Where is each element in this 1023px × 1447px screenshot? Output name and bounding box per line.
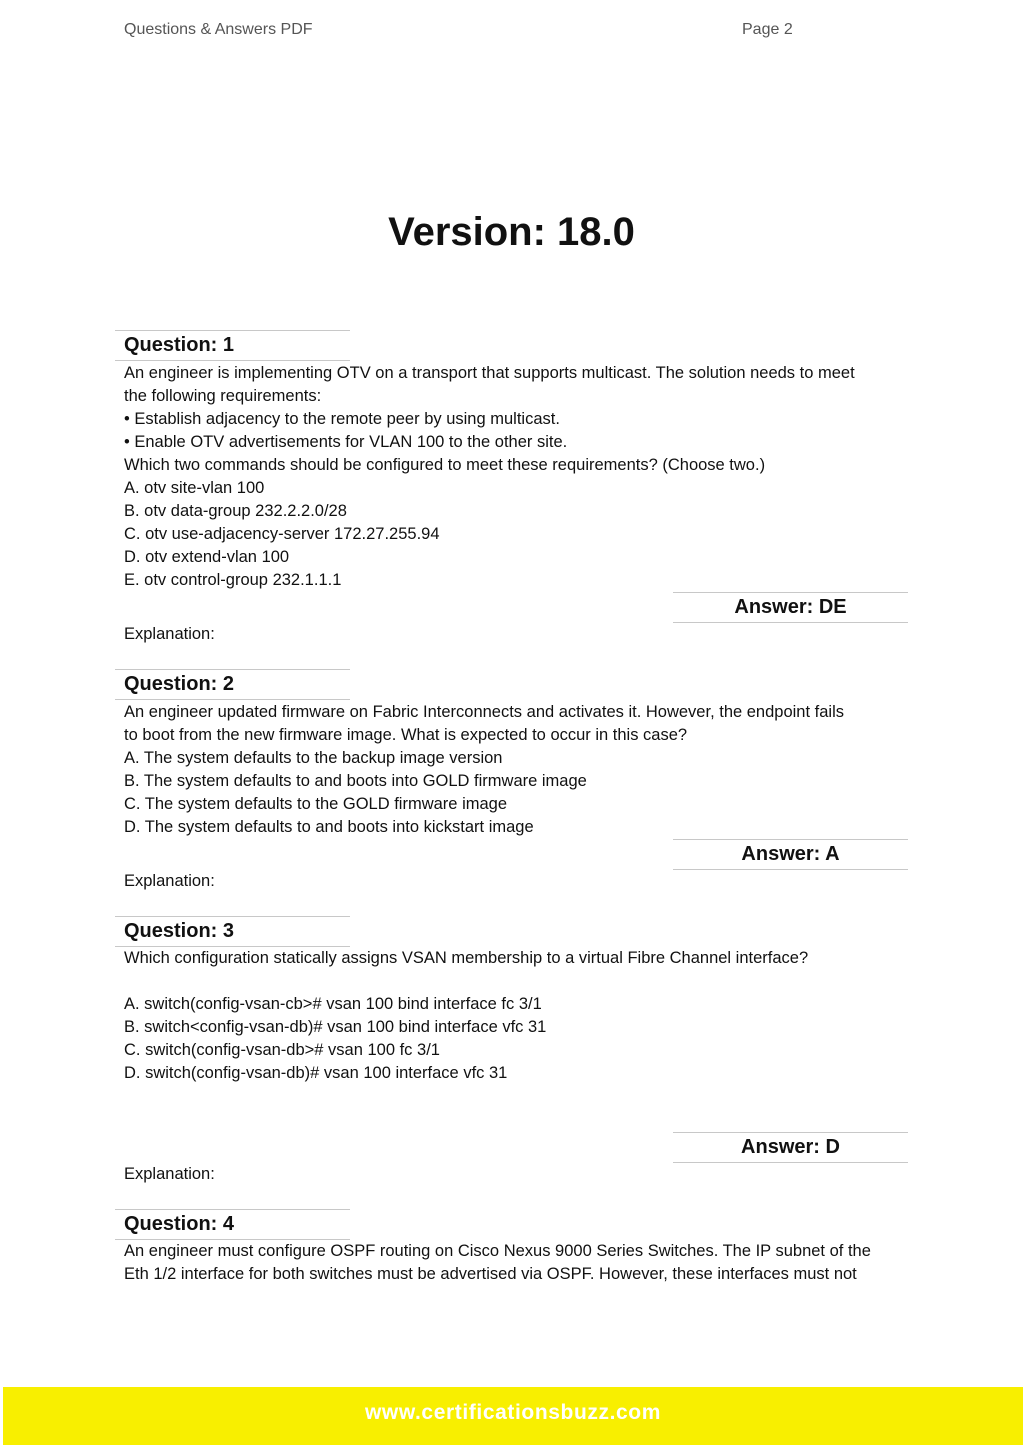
question-1-body <box>124 362 904 592</box>
question-3-title: Question: 3 <box>124 920 235 942</box>
question-3-option-c: C. switch(config-vsan-db># vsan 100 fc 3/1 <box>124 1041 440 1059</box>
question-3-option-a: A. switch(config-vsan-cb># vsan 100 bind interface fc 3/1 <box>124 995 542 1013</box>
question-2-option-c: C. The system defaults to the GOLD firmware image <box>124 795 508 813</box>
question-4-text: An engineer must configure OSPF routing on Cisco Nexus 9000 Series Switches. The IP subnet of the <box>124 1242 871 1260</box>
question-3-explanation: Explanation: <box>124 1165 215 1183</box>
question-2-text: to boot from the new firmware image. What is expected to occur in this case? <box>124 726 688 744</box>
question-3-body <box>124 947 904 1085</box>
version-title: Version: 18.0 <box>388 210 635 254</box>
question-4-heading <box>115 1209 350 1240</box>
question-1-prompt: Which two commands should be configured to meet these requirements? (Choose two.) <box>124 456 766 474</box>
blank-line <box>124 970 904 993</box>
question-1-text: the following requirements: <box>124 387 322 405</box>
question-3-option-b: B. switch<config-vsan-db)# vsan 100 bind interface vfc 31 <box>124 1018 547 1036</box>
question-3-answer: Answer: D <box>673 1132 908 1163</box>
footer-link[interactable]: www.certificationsbuzz.com <box>364 1401 662 1424</box>
question-2-answer: Answer: A <box>673 839 908 870</box>
question-1-text: An engineer is implementing OTV on a transport that supports multicast. The solution needs to meet <box>124 364 855 382</box>
question-1-option-d: D. otv extend-vlan 100 <box>124 548 290 566</box>
question-1-heading <box>115 330 350 361</box>
footer-banner <box>3 1387 1023 1445</box>
header-title: Questions & Answers PDF <box>124 21 313 38</box>
question-1-explanation: Explanation: <box>124 625 215 643</box>
question-1-option-e: E. otv control-group 232.1.1.1 <box>124 571 342 589</box>
question-1-option-c: C. otv use-adjacency-server 172.27.255.94 <box>124 525 440 543</box>
question-1-text: • Establish adjacency to the remote peer by using multicast. <box>124 410 560 428</box>
question-2-explanation: Explanation: <box>124 872 215 890</box>
question-2-option-b: B. The system defaults to and boots into GOLD firmware image <box>124 772 587 790</box>
question-1-title: Question: 1 <box>124 334 235 356</box>
question-2-option-d: D. The system defaults to and boots into kickstart image <box>124 818 534 836</box>
page-number: Page 2 <box>742 21 793 38</box>
question-4-text: Eth 1/2 interface for both switches must be advertised via OSPF. However, these interfaces must not <box>124 1265 857 1283</box>
question-3-text: Which configuration statically assigns VSAN membership to a virtual Fibre Channel interface? <box>124 949 809 967</box>
question-1-text: • Enable OTV advertisements for VLAN 100 to the other site. <box>124 433 568 451</box>
question-3-option-d: D. switch(config-vsan-db)# vsan 100 interface vfc 31 <box>124 1064 508 1082</box>
question-4-body <box>124 1240 904 1286</box>
question-2-option-a: A. The system defaults to the backup image version <box>124 749 503 767</box>
question-1-option-a: A. otv site-vlan 100 <box>124 479 265 497</box>
question-4-title: Question: 4 <box>124 1213 235 1235</box>
question-2-body <box>124 701 904 839</box>
question-3-heading <box>115 916 350 947</box>
question-2-heading <box>115 669 350 700</box>
question-1-option-b: B. otv data-group 232.2.2.0/28 <box>124 502 347 520</box>
question-2-title: Question: 2 <box>124 673 235 695</box>
question-1-answer: Answer: DE <box>673 592 908 623</box>
question-2-text: An engineer updated firmware on Fabric Interconnects and activates it. However, the endpoint fails <box>124 703 844 721</box>
